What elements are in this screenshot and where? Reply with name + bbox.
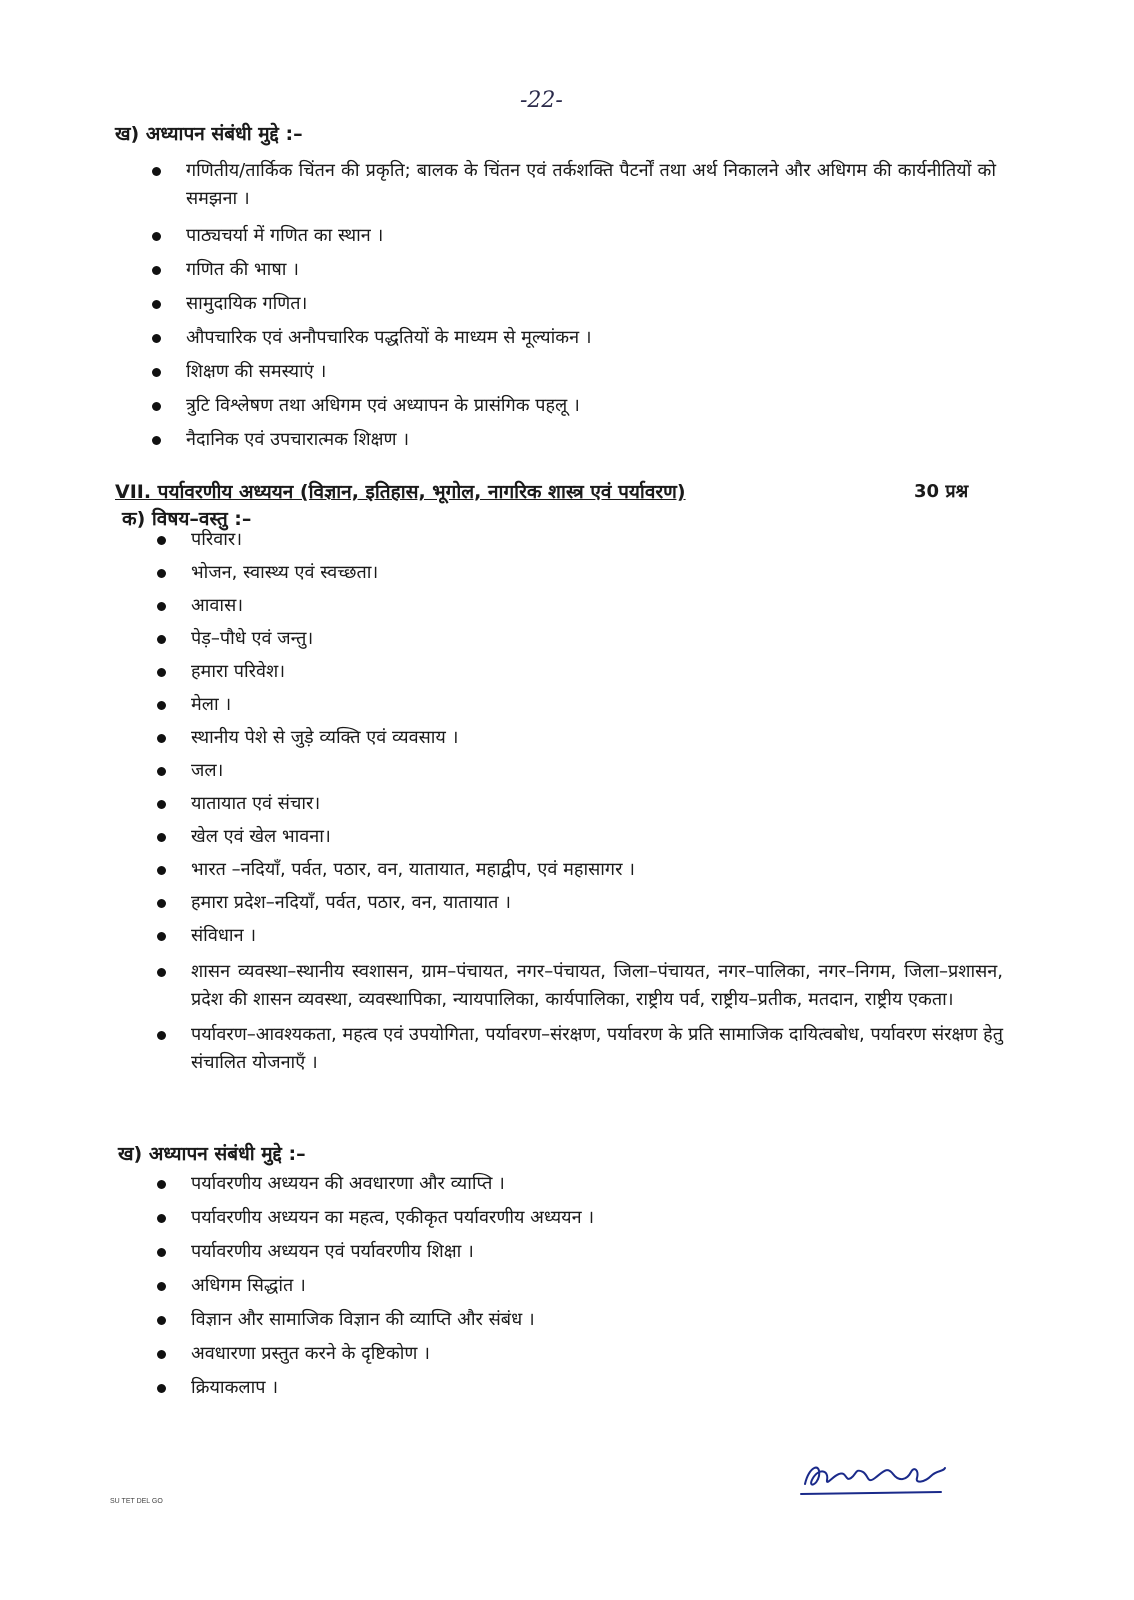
bullet-icon — [157, 668, 166, 677]
bullet-icon — [157, 1350, 166, 1359]
bullet-icon — [152, 368, 161, 377]
list-item: आवास। — [155, 592, 1003, 620]
bullet-icon — [152, 266, 161, 275]
pedagogy-heading-2: ख) अध्यापन संबंधी मुद्दे :– — [118, 1143, 306, 1165]
list-item: पर्यावरणीय अध्ययन का महत्व, एकीकृत पर्यावरणीय अध्ययन । — [155, 1204, 1003, 1232]
list-item: अधिगम सिद्धांत । — [155, 1272, 1003, 1300]
list-item: पर्यावरणीय अध्ययन की अवधारणा और व्याप्ति । — [155, 1170, 1003, 1198]
list-item: शिक्षण की समस्याएं । — [150, 358, 996, 386]
pedagogy-list-2 — [155, 1170, 1003, 1402]
bullet-icon — [157, 734, 166, 743]
bullet-icon — [152, 436, 161, 445]
list-item: हमारा प्रदेश–नदियाँ, पर्वत, पठार, वन, यातायात । — [155, 889, 1003, 917]
list-item: विज्ञान और सामाजिक विज्ञान की व्याप्ति और संबंध । — [155, 1306, 1003, 1334]
bullet-icon — [157, 536, 166, 545]
pedagogy-heading-1: ख) अध्यापन संबंधी मुद्दे :– — [115, 123, 303, 145]
bullet-icon — [157, 1180, 166, 1189]
list-item: पेड़–पौधे एवं जन्तु। — [155, 625, 1003, 653]
content-heading: क) विषय–वस्तु :– — [122, 508, 252, 530]
list-item: पर्यावरण–आवश्यकता, महत्व एवं उपयोगिता, पर्यावरण–संरक्षण, पर्यावरण के प्रति सामाजिक दायित्वबोध, पर्यावरण संरक्षण हेतु संचालित योजनाएँ । — [155, 1021, 1003, 1077]
content-list — [155, 526, 1003, 1077]
bullet-icon — [157, 899, 166, 908]
pedagogy-list-1 — [150, 157, 996, 454]
list-item: गणित की भाषा । — [150, 256, 996, 284]
bullet-icon — [157, 800, 166, 809]
bullet-icon — [157, 635, 166, 644]
page-number: -22- — [520, 88, 563, 113]
list-item: क्रियाकलाप । — [155, 1374, 1003, 1402]
list-item: पाठ्यचर्या में गणित का स्थान । — [150, 222, 996, 250]
list-item: मेला । — [155, 691, 1003, 719]
section-heading: VII. पर्यावरणीय अध्ययन (विज्ञान, इतिहास, भूगोल, नागरिक शास्त्र एवं पर्यावरण) — [115, 481, 686, 503]
bullet-icon — [152, 232, 161, 241]
list-item: अवधारणा प्रस्तुत करने के दृष्टिकोण । — [155, 1340, 1003, 1368]
list-item: स्थानीय पेशे से जुड़े व्यक्ति एवं व्यवसाय । — [155, 724, 1003, 752]
list-item: भोजन, स्वास्थ्य एवं स्वच्छता। — [155, 559, 1003, 587]
list-item: हमारा परिवेश। — [155, 658, 1003, 686]
question-count: 30 प्रश्न — [914, 481, 969, 502]
list-item: शासन व्यवस्था–स्थानीय स्वशासन, ग्राम–पंचायत, नगर–पंचायत, जिला–पंचायत, नगर–पालिका, नगर–निगम, जिला–प्रशासन, प्रदेश की शासन व्यवस्था, व्यवस्थापिका, न्यायपालिका, कार्यपालिका, राष्ट्रीय पर्व, राष्ट्रीय–प्रतीक, मतदान, राष्ट्रीय एकता। — [155, 958, 1003, 1014]
list-item: यातायात एवं संचार। — [155, 790, 1003, 818]
bullet-icon — [152, 334, 161, 343]
list-item: जल। — [155, 757, 1003, 785]
list-item: संविधान । — [155, 922, 1003, 950]
bullet-icon — [157, 1316, 166, 1325]
bullet-icon — [157, 1384, 166, 1393]
bullet-icon — [157, 767, 166, 776]
list-item: खेल एवं खेल भावना। — [155, 823, 1003, 851]
bullet-icon — [152, 402, 161, 411]
signature — [795, 1452, 955, 1502]
bullet-icon — [157, 1248, 166, 1257]
bullet-icon — [157, 602, 166, 611]
bullet-icon — [152, 167, 161, 176]
bullet-icon — [157, 932, 166, 941]
list-item: त्रुटि विश्लेषण तथा अधिगम एवं अध्यापन के प्रासंगिक पहलू । — [150, 392, 996, 420]
list-item: सामुदायिक गणित। — [150, 290, 996, 318]
list-item: औपचारिक एवं अनौपचारिक पद्धतियों के माध्यम से मूल्यांकन । — [150, 324, 996, 352]
list-item: नैदानिक एवं उपचारात्मक शिक्षण । — [150, 426, 996, 454]
bullet-icon — [157, 968, 166, 977]
bullet-icon — [157, 569, 166, 578]
footer-code: SU TET DEL GO — [110, 1498, 163, 1505]
bullet-icon — [157, 1031, 166, 1040]
list-item: पर्यावरणीय अध्ययन एवं पर्यावरणीय शिक्षा । — [155, 1238, 1003, 1266]
list-item: गणितीय/तार्किक चिंतन की प्रकृति; बालक के चिंतन एवं तर्कशक्ति पैटर्नों तथा अर्थ निकालने और अधिगम की कार्यनीतियों को समझना । — [150, 157, 996, 213]
bullet-icon — [152, 300, 161, 309]
list-item: परिवार। — [155, 526, 1003, 554]
bullet-icon — [157, 701, 166, 710]
bullet-icon — [157, 1282, 166, 1291]
bullet-icon — [157, 1214, 166, 1223]
bullet-icon — [157, 833, 166, 842]
list-item: भारत –नदियाँ, पर्वत, पठार, वन, यातायात, महाद्वीप, एवं महासागर । — [155, 856, 1003, 884]
bullet-icon — [157, 866, 166, 875]
